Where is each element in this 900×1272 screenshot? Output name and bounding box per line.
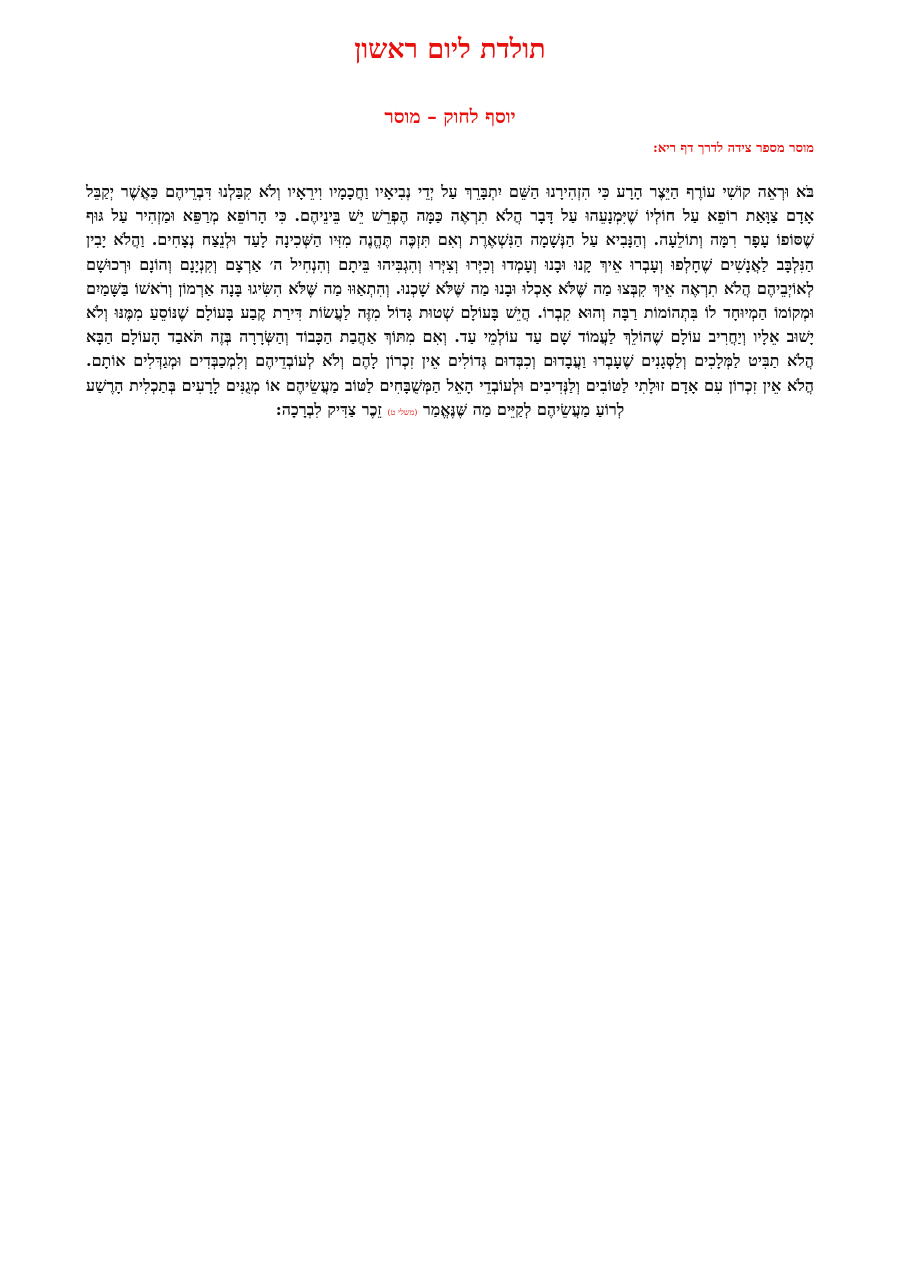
source-reference: מוסר מספר צידה לדרך דף ריא:	[653, 141, 814, 156]
body-paragraph	[86, 180, 814, 425]
page-subtitle: יוסף לחוק – מוסר	[384, 106, 516, 128]
body-closing-text: זֵכֶר צַדִּיק לִבְרָכָה:	[275, 399, 382, 419]
verse-reference: (משלי ט)	[387, 407, 418, 417]
body-main-text: בֹּא וּרְאֵה קוֹשִׁי עוֹרֶף הַיֵּצֶר הָרָע כִּי הִזְהִירָנוּ הַשֵּׁם יִתְבָּרֵךְ עַל יְדֵי נְבִיאָיו וַחֲכָמָיו וִירֵאָיו וְלֹא קִבַּלְנוּ דִּבְרֵיהֶם כַּאֲשֶׁר יְקַבֵּל אָדָם צַוָּאַת רוֹפֵא עַל חוֹלְיוֹ שֶׁיִּמְנָעֵהוּ עַל דָּבָר הֲלֹא תִרְאֶה כַּמָּה הֶפְרֵשׁ יֵשׁ בֵּינֵיהֶם. כִּי הָרוֹפֵא מְרַפֵּא וּמַזְהִיר עַל גּוּף שֶׁסּוֹפוֹ עָפָר רִמָּה וְתוֹלֵעָה. וְהַנָּבִיא עַל הַנְּשָׁמָה הַנִּשְׁאֶרֶת וְאִם תִּזְכֶּה תֶּהֱנֶה מִזִּיו הַשְּׁכִינָה לָעַד וּלְנֵצַח נְצָחִים. וַהֲלֹא יָבִין הַנִּלְבָּב לַאֲנָשִׁים שֶׁחָלְפוּ וְעָבְרוּ אֵיךְ קָנוּ וּבָנוּ וְעָמְדוּ וְכִיְּרוּ וְצִיְּרוּ וְהִגְבִּיהוּ בֵּיתָם וְהִנְחִיל ה׳ אַרְצָם וְקִנְיָנָם וְהוֹנָם וּרְכוּשָׁם לְאוֹיְבֵיהֶם הֲלֹא תִרְאֶה אֵיךְ קִבְּצוּ מַה שֶּׁלֹּא אָכְלוּ וּבָנוּ מַה שֶּׁלֹּא שָׁכְנוּ. וְהִתְאַוּוּ מַה שֶּׁלֹּא הִשִּׂיגוּ בָּנָה אַרְמוֹן וְרֹאשׁוֹ בַּשָּׁמַיִם וּמְקוֹמוֹ הַמְיוּחָד לוֹ בִּתְהוֹמוֹת רַבָּה וְהוּא קִבְרוֹ. הֲיֵשׁ בָּעוֹלָם שְׁטוּת גָּדוֹל מִזֶּה לַעֲשׂוֹת דִּירַת קֶבַע בָּעוֹלָם שֶׁנּוֹסֵעַ מִמֶּנּוּ וְלֹא יָשׁוּב אֵלָיו וְיַחֲרִיב עוֹלָם שֶׁהוֹלֵךְ לַעֲמוֹד שָׁם עַד עוֹלְמֵי עַד. וְאִם מִתּוֹךְ אַהֲבַת הַכָּבוֹד וְהַשְּׂרָרָה בְּזֶה תֹּאבַד הָעוֹלָם הַבָּא הֲלֹא תַבִּיט לַמְּלָכִים וְלַסְּגָנִים שֶׁעָבְרוּ וַעֲבָדוּם וְכִבְּדוּם גְּדוֹלִים אֵין זִכְרוֹן לָהֶם וְלֹא לְעוֹבְדֵיהֶם וְלִמְכַבְּדִים וּמְגַדְּלִים אוֹתָם. הֲלֹא אֵין זִכְרוֹן עִם אָדָם זוּלָתִי לַטּוֹבִים וְלַנְּדִיבִים וּלְעוֹבְדֵי הָאֵל הַמְּשֻׁבָּחִים לַטּוֹב מַעֲשֵׂיהֶם אוֹ מְגֻנִּים לָרָעִים בְּתַכְלִית הָרֶשַׁע לְרוֹעַ מַעֲשֵׂיהֶם לְקַיֵּים מַה שֶּׁנֶּאֱמַר	[86, 182, 815, 419]
page-title: תולדת ליום ראשון	[354, 34, 546, 65]
